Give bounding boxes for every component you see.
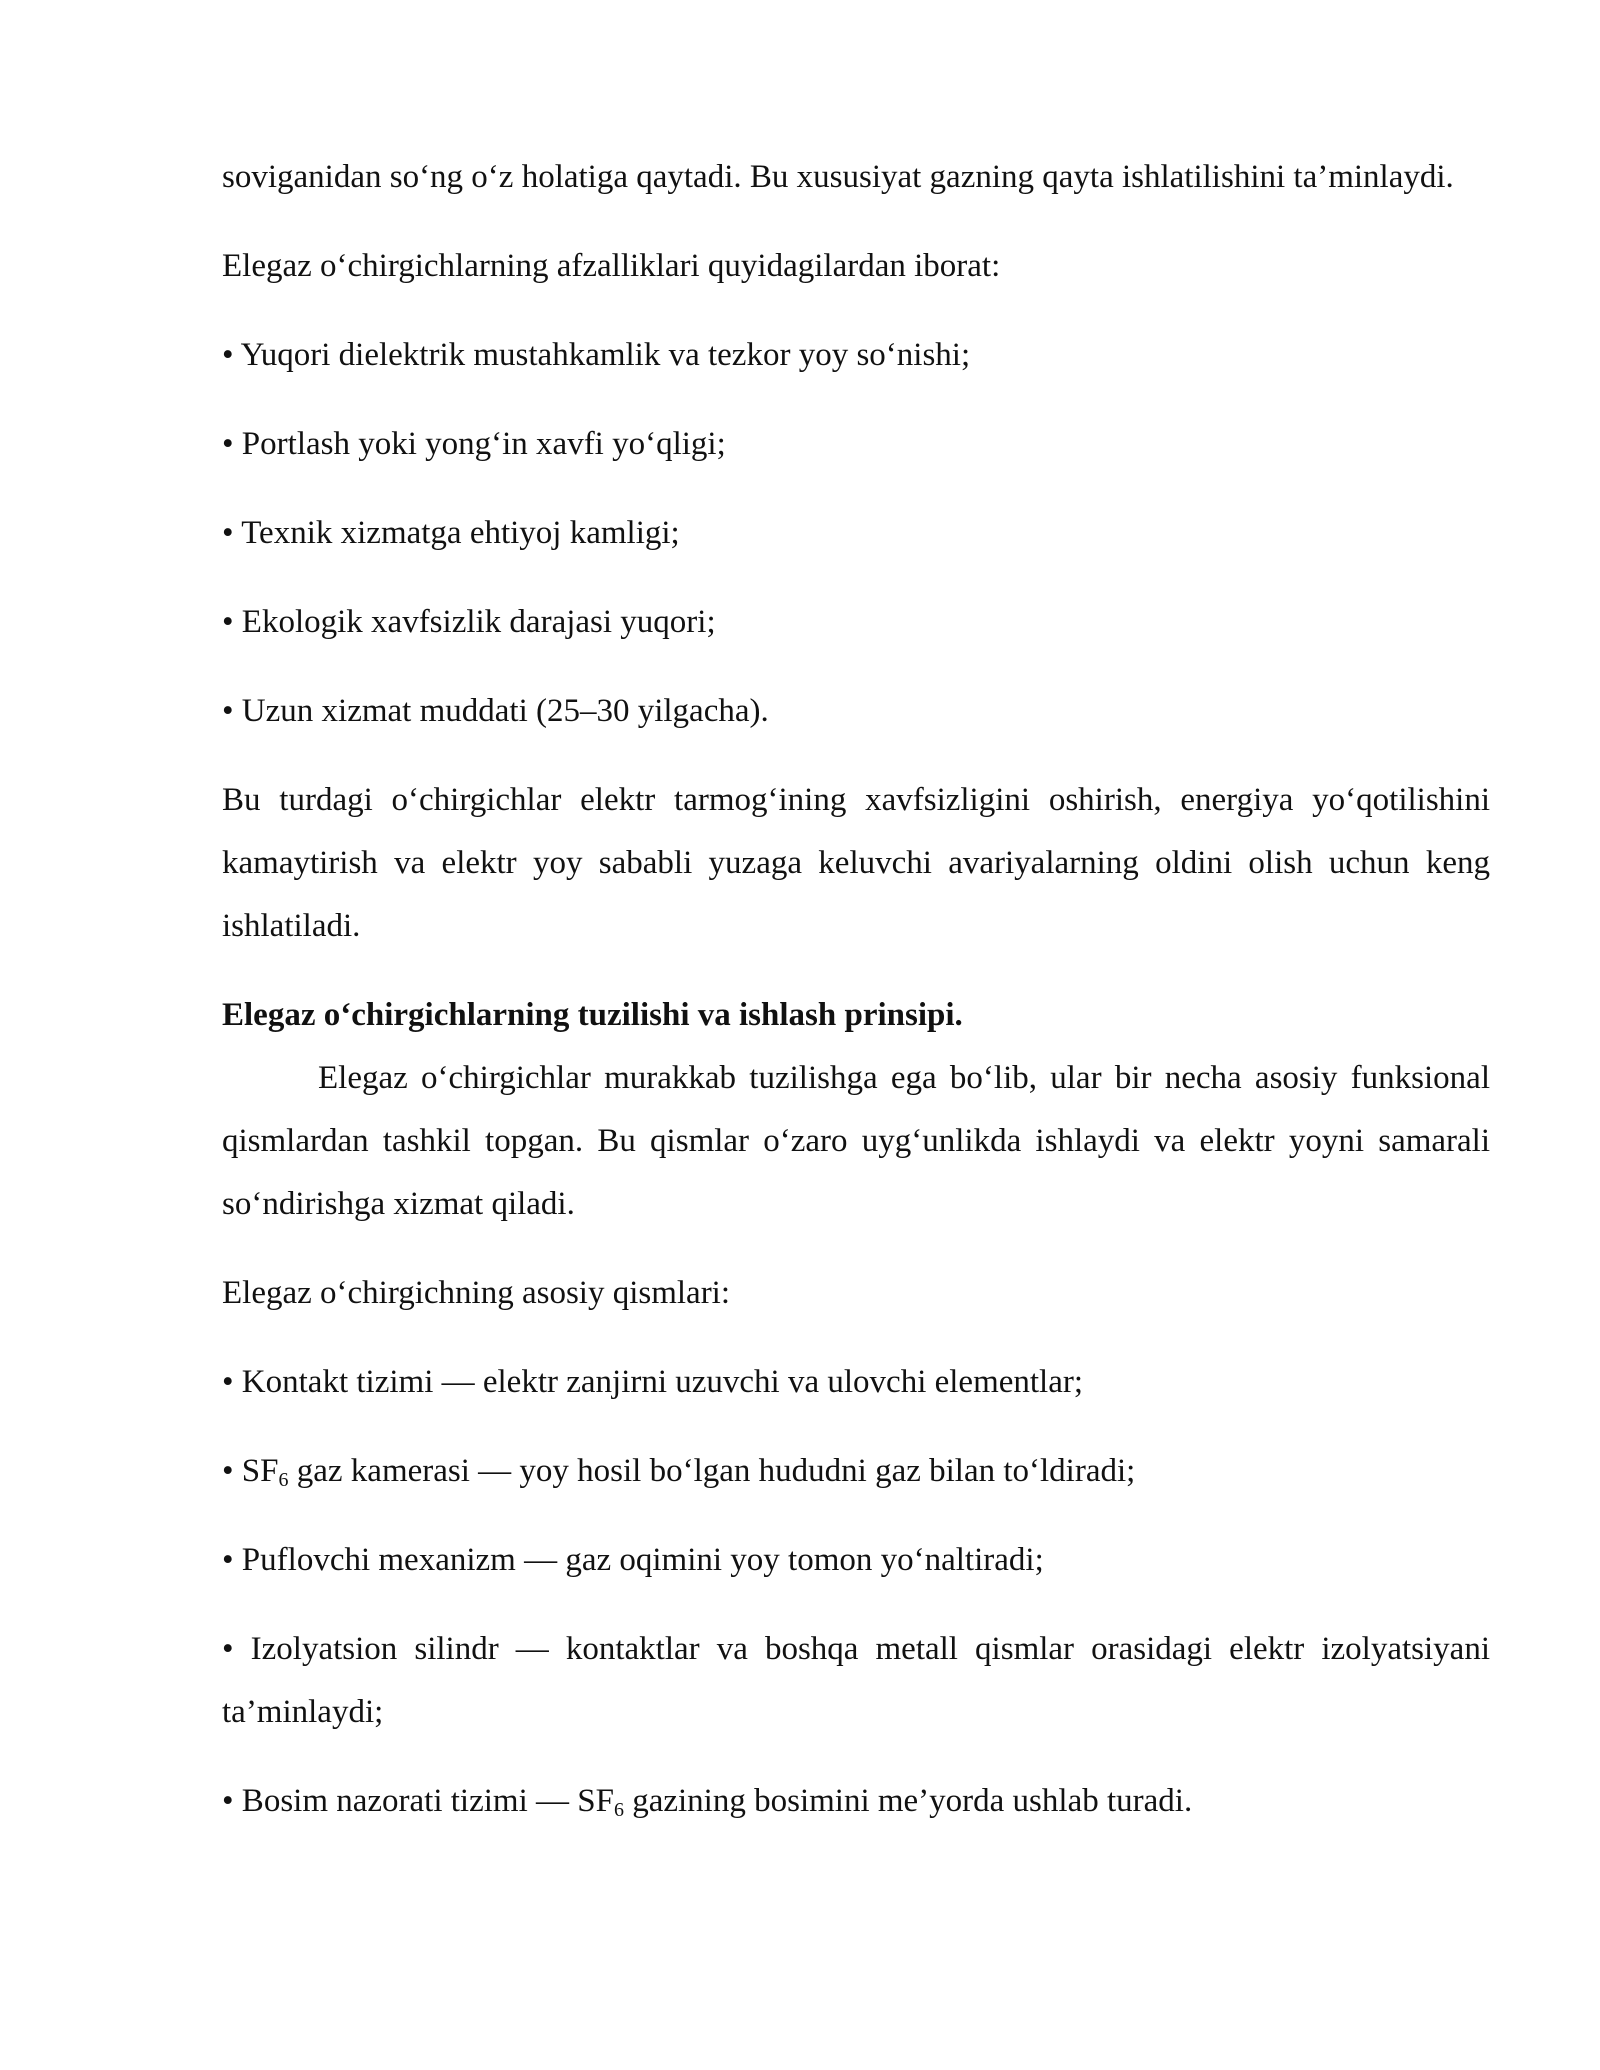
list-item-text: • Bosim nazorati tizimi — SF: [222, 1783, 614, 1819]
paragraph-intro: soviganidan so‘ng o‘z holatiga qaytadi. Bu xususiyat gazning qayta ishlatilishini ta’minlaydi.: [222, 159, 1454, 195]
list-item-text: gazining bosimini me’yorda ushlab turadi.: [623, 1783, 1193, 1819]
list-item: [222, 1770, 1490, 1833]
list-item: • Kontakt tizimi — elektr zanjirni uzuvchi va ulovchi elementlar;: [222, 1364, 1084, 1400]
list-item-text: • SF: [222, 1453, 279, 1489]
subscript: 6: [278, 1469, 289, 1491]
section-heading: Elegaz o‘chirgichlarning tuzilishi va ishlash prinsipi.: [222, 997, 963, 1033]
list-item: • Yuqori dielektrik mustahkamlik va tezkor yoy so‘nishi;: [222, 337, 971, 373]
paragraph-advantages-lead: Elegaz o‘chirgichlarning afzalliklari quyidagilardan iborat:: [222, 248, 1001, 284]
paragraph-parts-lead: Elegaz o‘chirgichning asosiy qismlari:: [222, 1275, 731, 1311]
list-item: • Izolyatsion silindr — kontaktlar va boshqa metall qismlar orasidagi elektr izolyatsiyani ta’minlaydi;: [222, 1631, 1490, 1730]
list-item: • Uzun xizmat muddati (25–30 yilgacha).: [222, 693, 769, 729]
list-item: • Texnik xizmatga ehtiyoj kamligi;: [222, 515, 680, 551]
paragraph-usage: Bu turdagi o‘chirgichlar elektr tarmog‘ining xavfsizligini oshirish, energiya yo‘qotilishini kamaytirish va elektr yoy sababli yuzaga keluvchi avariyalarning oldini olish uchun keng ishlatiladi.: [222, 782, 1490, 944]
list-item: [222, 1440, 1490, 1503]
page-content: [222, 146, 1490, 1833]
subscript: 6: [613, 1799, 624, 1821]
list-item-text: gaz kamerasi — yoy hosil bo‘lgan hududni gaz bilan to‘ldiradi;: [288, 1453, 1136, 1489]
list-item: • Puflovchi mexanizm — gaz oqimini yoy tomon yo‘naltiradi;: [222, 1542, 1044, 1578]
list-item: • Portlash yoki yong‘in xavfi yo‘qligi;: [222, 426, 726, 462]
paragraph-structure: Elegaz o‘chirgichlar murakkab tuzilishga ega bo‘lib, ular bir necha asosiy funksional qismlardan tashkil topgan. Bu qismlar o‘zaro uyg‘unlikda ishlaydi va elektr yoyni samarali so‘ndirishga xizmat qiladi.: [222, 1060, 1490, 1222]
list-item: • Ekologik xavfsizlik darajasi yuqori;: [222, 604, 716, 640]
